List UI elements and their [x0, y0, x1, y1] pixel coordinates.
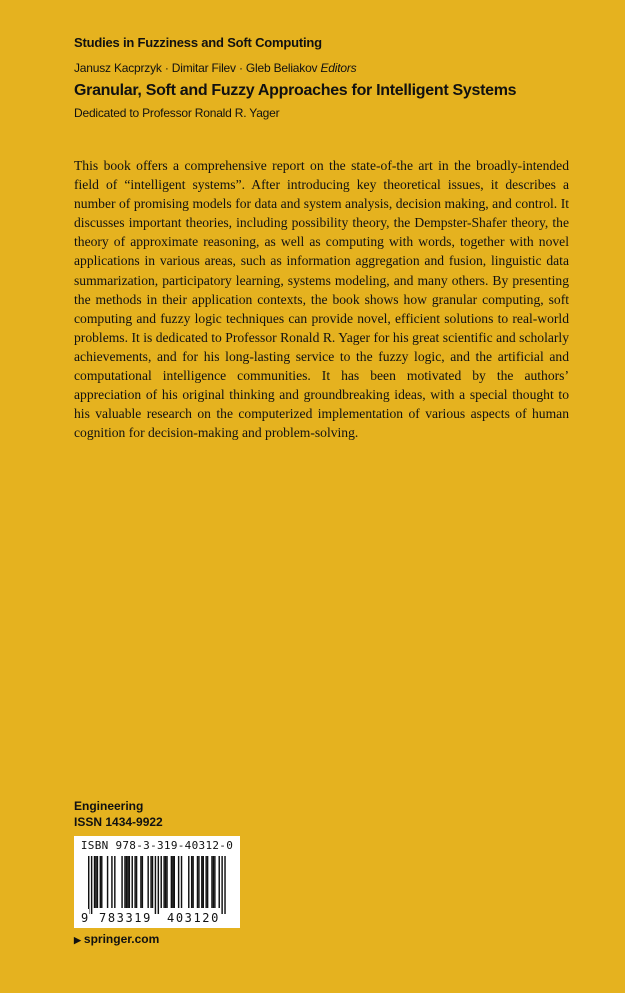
isbn-barcode [74, 836, 240, 928]
barcode-bar [171, 856, 172, 908]
barcode-bar [214, 856, 215, 908]
barcode-bar [121, 856, 122, 908]
barcode-bar [172, 856, 173, 908]
book-title: Granular, Soft and Fuzzy Approaches for Intelligent Systems [74, 82, 517, 99]
barcode-bar [211, 856, 212, 908]
barcode-bar [150, 856, 151, 908]
barcode-bar [107, 856, 108, 908]
barcode-bar [88, 856, 89, 914]
barcode-bar [140, 856, 141, 908]
barcode-bar [174, 856, 175, 908]
barcode-bar [155, 856, 156, 914]
barcode-bar [91, 856, 92, 914]
triangle-right-icon: ▶ [74, 935, 81, 945]
barcode-bar [114, 856, 115, 908]
barcode-bar [158, 856, 159, 914]
ean-left-digits: 783319 [99, 911, 152, 925]
barcode-bar [111, 856, 112, 908]
barcode-bar [213, 856, 214, 908]
barcode-bar [207, 856, 208, 908]
isbn-label: ISBN 978-3-319-40312-0 [80, 839, 234, 852]
barcode-bar [126, 856, 127, 908]
editors-role: Editors [320, 61, 357, 75]
barcode-bar [166, 856, 167, 908]
issn: ISSN 1434-9922 [74, 815, 163, 829]
barcode-bar [224, 856, 225, 914]
ean-digits [74, 909, 240, 927]
barcode-bar [142, 856, 143, 908]
barcode-bar [178, 856, 179, 908]
barcode-bar [136, 856, 137, 908]
barcode-bar [97, 856, 98, 908]
barcode-bars [74, 856, 240, 916]
barcode-bar [165, 856, 166, 908]
barcode-bar [94, 856, 95, 908]
publisher-link[interactable] [74, 932, 159, 946]
barcode-bar [101, 856, 102, 908]
barcode-bar [147, 856, 148, 908]
barcode-bar [198, 856, 199, 908]
barcode-bar [127, 856, 128, 908]
barcode-bar [163, 856, 164, 908]
ean-right-digits: 403120 [167, 911, 220, 925]
barcode-bar [161, 856, 162, 908]
publisher-link-text: springer.com [83, 932, 160, 946]
series-name: Studies in Fuzziness and Soft Computing [74, 35, 322, 50]
barcode-bar [201, 856, 202, 908]
editor-names: Janusz Kacprzyk · Dimitar Filev · Gleb Beliakov [74, 61, 318, 75]
barcode-bar [95, 856, 96, 908]
barcode-bar [191, 856, 192, 908]
barcode-bar [132, 856, 133, 908]
barcode-bar [205, 856, 206, 908]
barcode-bar [219, 856, 220, 908]
barcode-bar [152, 856, 153, 908]
editors-line [74, 61, 356, 75]
barcode-bar [181, 856, 182, 908]
barcode-bar [129, 856, 130, 908]
barcode-bar [100, 856, 101, 908]
book-description: This book offers a comprehensive report on the state-of-the art in the broadly-intended field of “intelligent systems”. After introducing key theoretical issues, it describes a number of promising models for data and system analysis, decision making, and control. It discusses important theories, including possibility theory, the Dempster-Shafer theory, the theory of approximate reasoning, as well as computing with words, together with novel applications in various areas, such as information aggregation and fusion, linguistic data summarization, participatory learning, systems modeling, and many others. By presenting the methods in their application contexts, the book shows how granular computing, soft computing and fuzzy logic techniques can provide novel, efficient solutions to real-world problems. It is dedicated to Professor Ronald R. Yager for his great scientific and scholarly achievements, and for his long-lasting service to the fuzzy logic, and the artificial and computational intelligence communities. It has been motivated by the authors’ appreciation of his original thinking and groundbreaking ideas, with a special thought to his valuable research on the computerized implementation of various aspects of human cognition for decision-making and problem-solving. [74, 158, 569, 441]
dedication: Dedicated to Professor Ronald R. Yager [74, 106, 280, 120]
barcode-bar [197, 856, 198, 908]
barcode-bar [124, 856, 125, 908]
barcode-bar [221, 856, 222, 914]
ean-first-digit: 9 [81, 911, 89, 925]
barcode-bar [192, 856, 193, 908]
barcode-bar [188, 856, 189, 908]
barcode-bar [203, 856, 204, 908]
subject-category: Engineering [74, 799, 144, 813]
barcode-bar [134, 856, 135, 908]
